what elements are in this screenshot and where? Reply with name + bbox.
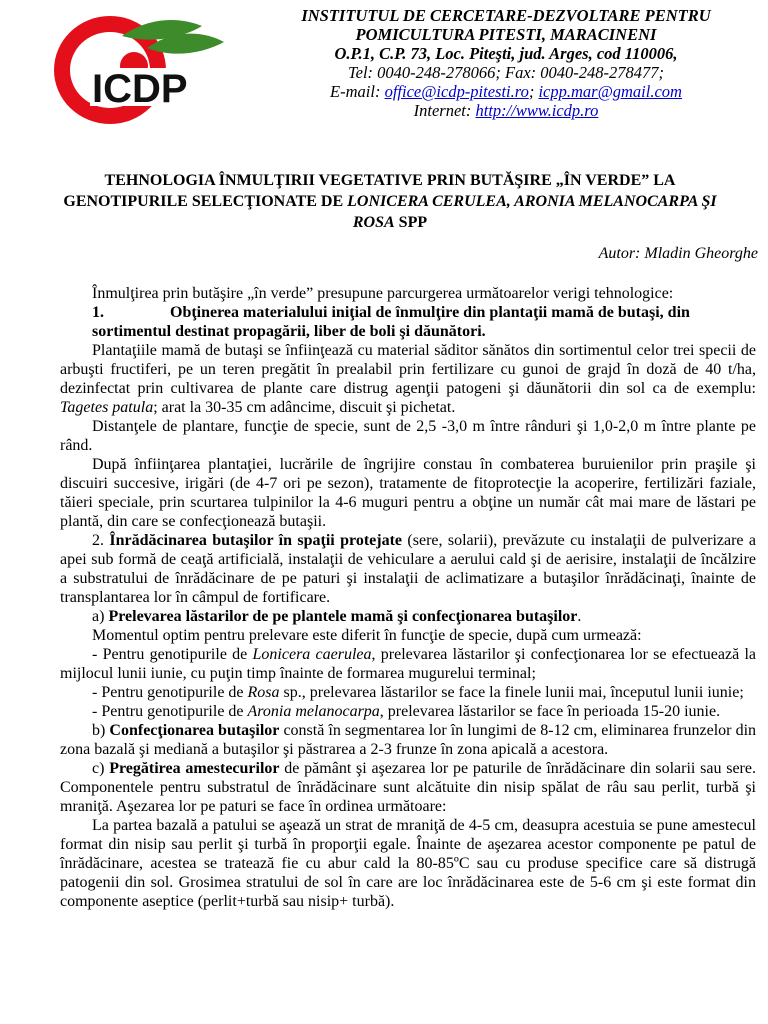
- email-link-office[interactable]: office@icdp-pitesti.ro: [384, 82, 529, 101]
- author: Autor: Mladin Gheorghe: [598, 245, 758, 262]
- logo-text: ICDP: [92, 67, 188, 111]
- institute-info: [256, 6, 756, 120]
- paragraph-lonicera: - Pentru genotipurile de Lonicera caerulea, prelevarea lăstarilor şi confecţionarea lor se efectuează la mijlocul lunii iunie, cu puţin timp înainte de formarea mugurelui terminal;: [60, 646, 757, 682]
- institute-address: O.P.1, C.P. 73, Loc. Piteşti, jud. Arges, cod 110006,: [334, 44, 678, 63]
- document-title: [60, 170, 720, 233]
- intro-paragraph: Înmulţirea prin butăşire „în verde” presupune parcurgerea următoarelor verigi tehnologice:: [92, 285, 674, 302]
- email-separator: ;: [528, 82, 539, 101]
- paragraph-b-cuttings: b) Confecţionarea butaşilor constă în segmentarea lor în lungimi de 8-12 cm, eliminarea frunzelor din zona bazală şi mediană a butaşilor şi păstrarea a 2-3 frunze în zona apicală a acestora.: [60, 722, 757, 758]
- title-part1: TEHNOLOGIA ÎNMULŢIRII VEGETATIVE PRIN BUTĂŞIRE „ÎN VERDE” LA GENOTIPURILE SELECŢIONATE DE: [63, 172, 676, 210]
- institute-name-line2: POMICULTURA PITESTI, MARACINENI: [355, 25, 657, 44]
- paragraph-planting-distances: Distanţele de plantare, funcţie de specie, sunt de 2,5 -3,0 m între rânduri şi 1,0-2,0 m între plante pe rând.: [60, 418, 756, 454]
- title-species: LONICERA CERULEA, ARONIA MELANOCARPA ŞI ROSA: [347, 193, 717, 231]
- section-1-number: 1.: [92, 304, 104, 321]
- paragraph-maintenance: După înfiinţarea plantaţiei, lucrările de îngrijire constau în combaterea buruienilor prin praşile şi discuiri succesive, irigări (de 4-7 ori pe sezon), tratamente de fitoprotecţie la acoperire, fertilizări faziale, tăieri speciale, prin scurtarea tulpinilor la 4-6 muguri pentru a obţine un număr cât mai mare de lăstari pe plantă, din care se confecţionează butaşii.: [60, 456, 756, 530]
- paragraph-a-heading: a) Prelevarea lăstarilor de pe plantele mamă şi confecţionarea butaşilor.: [92, 608, 582, 625]
- paragraph-rosa: - Pentru genotipurile de Rosa sp., prelevarea lăstarilor se face la finele lunii mai, începutul lunii iunie;: [92, 684, 744, 701]
- section-1-heading-line2: sortimentul destinat propagării, liber de boli şi dăunători.: [92, 323, 486, 340]
- paragraph-bed-layers: La partea bazală a patului se aşează un strat de mraniţă de 4-5 cm, deasupra acestuia se pune amestecul format din nisip sau perlit şi turbă în proporţii egale. Înainte de aşezarea acestor componente pe patul de înrădăcinare, acestea se tratează fie cu abur cald la 80-85ºC sau cu produse specifice care să distrugă patogenii din sol. Grosimea stratului de sol în care are loc înrădăcinarea este de 5-6 cm şi este format din componente aseptice (perlit+turbă sau nisip+ turbă).: [60, 817, 756, 910]
- paragraph-optimal-moment: Momentul optim pentru prelevare este diferit în funcţie de specie, după cum urmează:: [92, 627, 642, 644]
- institute-tel-fax: Tel: 0040-248-278066; Fax: 0040-248-278477;: [347, 63, 665, 82]
- email-link-gmail[interactable]: icpp.mar@gmail.com: [538, 82, 682, 101]
- email-label: E-mail:: [330, 82, 385, 101]
- website-link[interactable]: http://www.icdp.ro: [475, 101, 599, 120]
- letterhead: [0, 0, 768, 135]
- paragraph-c-mixtures: c) Pregătirea amestecurilor de pământ şi aşezarea lor pe paturile de înrădăcinare din solarii sau sere. Componentele pentru substratul de înrădăcinare sunt alcătuite din nisip spălat de râu sau perlit, turbă şi mraniţă. Aşezarea lor pe paturi se face în ordinea următoare:: [60, 760, 756, 815]
- paragraph-aronia: - Pentru genotipurile de Aronia melanocarpa, prelevarea lăstarilor se face în perioada 15-20 iunie.: [92, 703, 721, 720]
- institute-email-line: [256, 82, 756, 101]
- institute-internet-line: [256, 101, 756, 120]
- institute-name-line1: INSTITUTUL DE CERCETARE-DEZVOLTARE PENTRU: [301, 6, 711, 25]
- title-part3: SPP: [394, 214, 428, 231]
- paragraph-rooting: 2. Înrădăcinarea butaşilor în spaţii protejate (sere, solarii), prevăzute cu instalaţii de pulverizare a apei sub formă de ceaţă artificială, instalaţii de vehiculare a aerului cald şi de aerisire, instalaţii de încălzire a substratului de înrădăcinare de pe paturi şi instalaţii de aclimatizare a butaşilor înrădăcinaţi, înainte de transplantarea lor în câmpul de fortificare.: [60, 532, 757, 606]
- document-body: [60, 284, 756, 911]
- icdp-logo: [52, 8, 238, 126]
- internet-label: Internet:: [413, 101, 476, 120]
- section-1-heading-line1: Obţinerea materialului iniţial de înmulţire din plantaţii mamă de butaşi, din: [170, 304, 690, 321]
- paragraph-mother-plantations: Plantaţiile mamă de butaşi se înfiinţează cu material săditor sănătos din sortimentul celor trei specii de arbuşti fructiferi, pe un teren pregătit în prealabil prin fertilizare cu gunoi de grajd în doză de 40 t/ha, dezinfectat prin cultivarea de plante care distrug agenţii patogeni şi dăunătorii din sol ca de exemplu: Tagetes patula; arat la 30-35 cm adâncime, discuit şi pichetat.: [60, 342, 756, 416]
- section-1-heading: [60, 303, 756, 341]
